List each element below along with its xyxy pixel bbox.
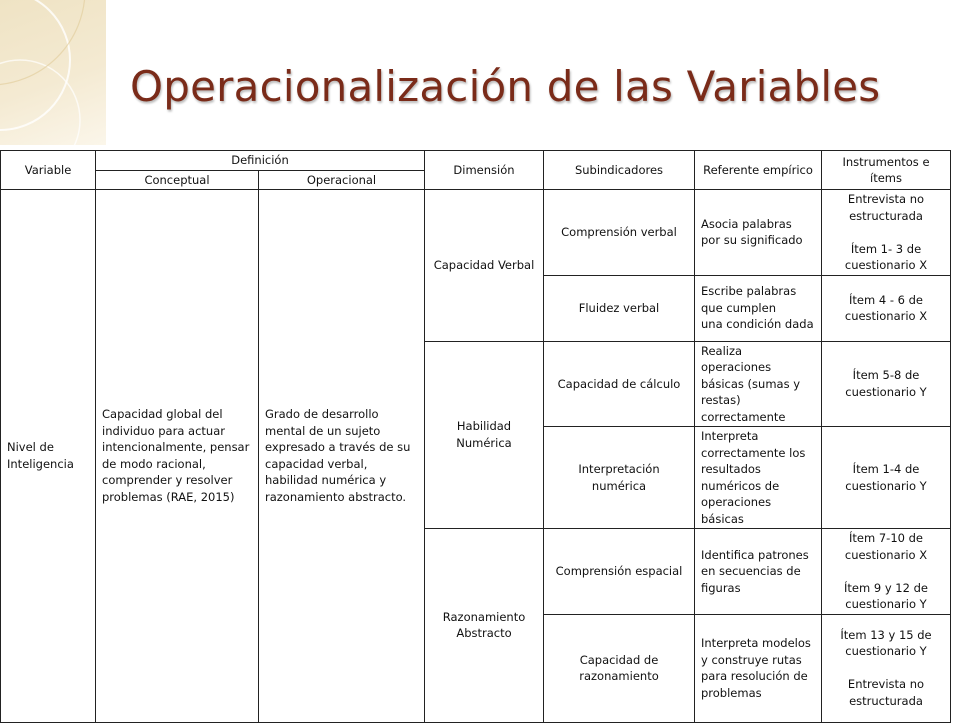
instrument-cell: Ítem 1-4 de cuestionario Y: [822, 427, 951, 529]
instrument-cell: Entrevista no estructurada Ítem 1- 3 de cuestionario X: [822, 190, 951, 276]
header-conceptual: Conceptual: [96, 170, 259, 190]
decorative-arcs: [0, 0, 106, 145]
variable-cell: Nivel de Inteligencia: [1, 190, 96, 723]
instrument-cell: Ítem 13 y 15 de cuestionario Y Entrevista no estructurada: [822, 614, 951, 722]
subindicator-cell: Capacidad de razonamiento: [544, 614, 695, 722]
corner-decoration: [0, 0, 106, 145]
header-row-1: [1, 151, 951, 171]
instrument-cell: Ítem 5-8 de cuestionario Y: [822, 341, 951, 427]
header-instrumentos: Instrumentos e ítems: [822, 151, 951, 190]
instrument-cell: Ítem 4 - 6 de cuestionario X: [822, 275, 951, 341]
header-definicion: Definición: [96, 151, 425, 171]
empirical-reference-cell: Interpreta modelos y construye rutas para resolución de problemas: [695, 614, 822, 722]
subindicator-cell: Comprensión verbal: [544, 190, 695, 276]
slide-title: Operacionalización de las Variables: [130, 62, 881, 111]
header-dimension: Dimensión: [425, 151, 544, 190]
instrument-cell: Ítem 7-10 de cuestionario X Ítem 9 y 12 de cuestionario Y: [822, 529, 951, 615]
dimension-cell: Habilidad Numérica: [425, 341, 544, 529]
header-subindicadores: Subindicadores: [544, 151, 695, 190]
header-variable: Variable: [1, 151, 96, 190]
header-referente: Referente empírico: [695, 151, 822, 190]
subindicator-cell: Capacidad de cálculo: [544, 341, 695, 427]
subindicator-cell: Interpretación numérica: [544, 427, 695, 529]
empirical-reference-cell: Interpreta correctamente los resultados numéricos de operaciones básicas: [695, 427, 822, 529]
header-operacional: Operacional: [259, 170, 425, 190]
conceptual-definition: Capacidad global del individuo para actuar intencionalmente, pensar de modo racional, comprender y resolver problemas (RAE, 2015): [96, 190, 259, 723]
subindicator-cell: Fluidez verbal: [544, 275, 695, 341]
operationalization-table: [0, 150, 951, 723]
subindicator-cell: Comprensión espacial: [544, 529, 695, 615]
dimension-cell: Razonamiento Abstracto: [425, 529, 544, 723]
empirical-reference-cell: Escribe palabras que cumplen una condición dada: [695, 275, 822, 341]
empirical-reference-cell: Asocia palabras por su significado: [695, 190, 822, 276]
operational-definition: Grado de desarrollo mental de un sujeto expresado a través de su capacidad verbal, habilidad numérica y razonamiento abstracto.: [259, 190, 425, 723]
dimension-cell: Capacidad Verbal: [425, 190, 544, 342]
empirical-reference-cell: Identifica patrones en secuencias de figuras: [695, 529, 822, 615]
empirical-reference-cell: Realiza operaciones básicas (sumas y restas) correctamente: [695, 341, 822, 427]
table-row: [1, 190, 951, 276]
